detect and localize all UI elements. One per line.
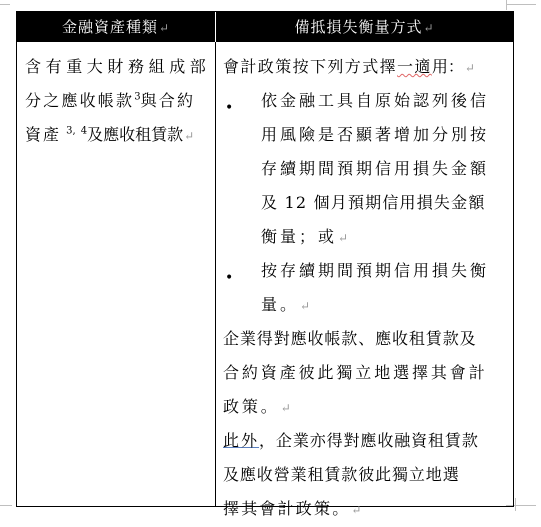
paragraph-mark: ↵ xyxy=(300,299,311,313)
bullet-icon: • xyxy=(225,100,234,116)
header-cell-measurement[interactable]: 備抵損失衡量方式↵ xyxy=(294,18,435,36)
paragraph-mark: ↵ xyxy=(351,503,362,517)
page-corner-mark xyxy=(0,505,12,506)
text-line: 存續期間預期信用損失金額 xyxy=(261,159,490,178)
column-divider xyxy=(215,42,216,506)
document-table xyxy=(16,11,514,518)
paragraph-mark: ↵ xyxy=(158,21,171,35)
text-line: 用風險是否顯著增加分別按 xyxy=(261,125,490,144)
text-line: 衡量；或↵ xyxy=(261,227,349,246)
paragraph-mark: ↵ xyxy=(280,401,291,415)
paragraph-mark: ↵ xyxy=(423,21,435,35)
page-corner-mark xyxy=(0,4,10,5)
text-line: 資產 $^{3,}$ $^4$及應收租賃款↵ xyxy=(25,125,195,144)
table-header-row xyxy=(17,12,513,42)
paragraph-mark: ↵ xyxy=(184,129,195,143)
text-line: 擇其會計政策。↵ xyxy=(223,499,362,518)
text-line: 分之應收帳款$^3$與合約 xyxy=(25,91,196,110)
text-line: 此外，企業亦得對應收融資租賃款 xyxy=(223,431,479,450)
paragraph-mark: ↵ xyxy=(338,231,349,245)
page-corner-mark xyxy=(515,498,516,511)
paragraph-mark: ↵ xyxy=(464,61,475,75)
text-line: 及應收營業租賃款彼此獨立地選 xyxy=(223,465,460,484)
text-line: 政策。↵ xyxy=(223,397,291,416)
text-line: 企業得對應收帳款、應收租賃款及 xyxy=(223,329,477,348)
bullet-icon: • xyxy=(225,270,234,286)
page-corner-mark xyxy=(506,4,536,5)
text-line: 會計政策按下列方式擇一適用：↵ xyxy=(223,57,475,76)
text-line: 依金融工具自原始認列後信 xyxy=(261,91,490,110)
text-line: 按存續期間預期信用損失衡 xyxy=(261,261,490,280)
header-cell-asset-type[interactable]: 金融資產種類↵ xyxy=(61,18,171,36)
text-line: 含有重大財務組成部 xyxy=(25,57,211,76)
text-line: 及 12 個月預期信用損失金額 xyxy=(261,193,486,212)
page-corner-mark xyxy=(506,0,507,10)
text-line: 量。↵ xyxy=(261,295,311,314)
text-line: 合約資產彼此獨立地選擇其會計 xyxy=(223,363,488,382)
